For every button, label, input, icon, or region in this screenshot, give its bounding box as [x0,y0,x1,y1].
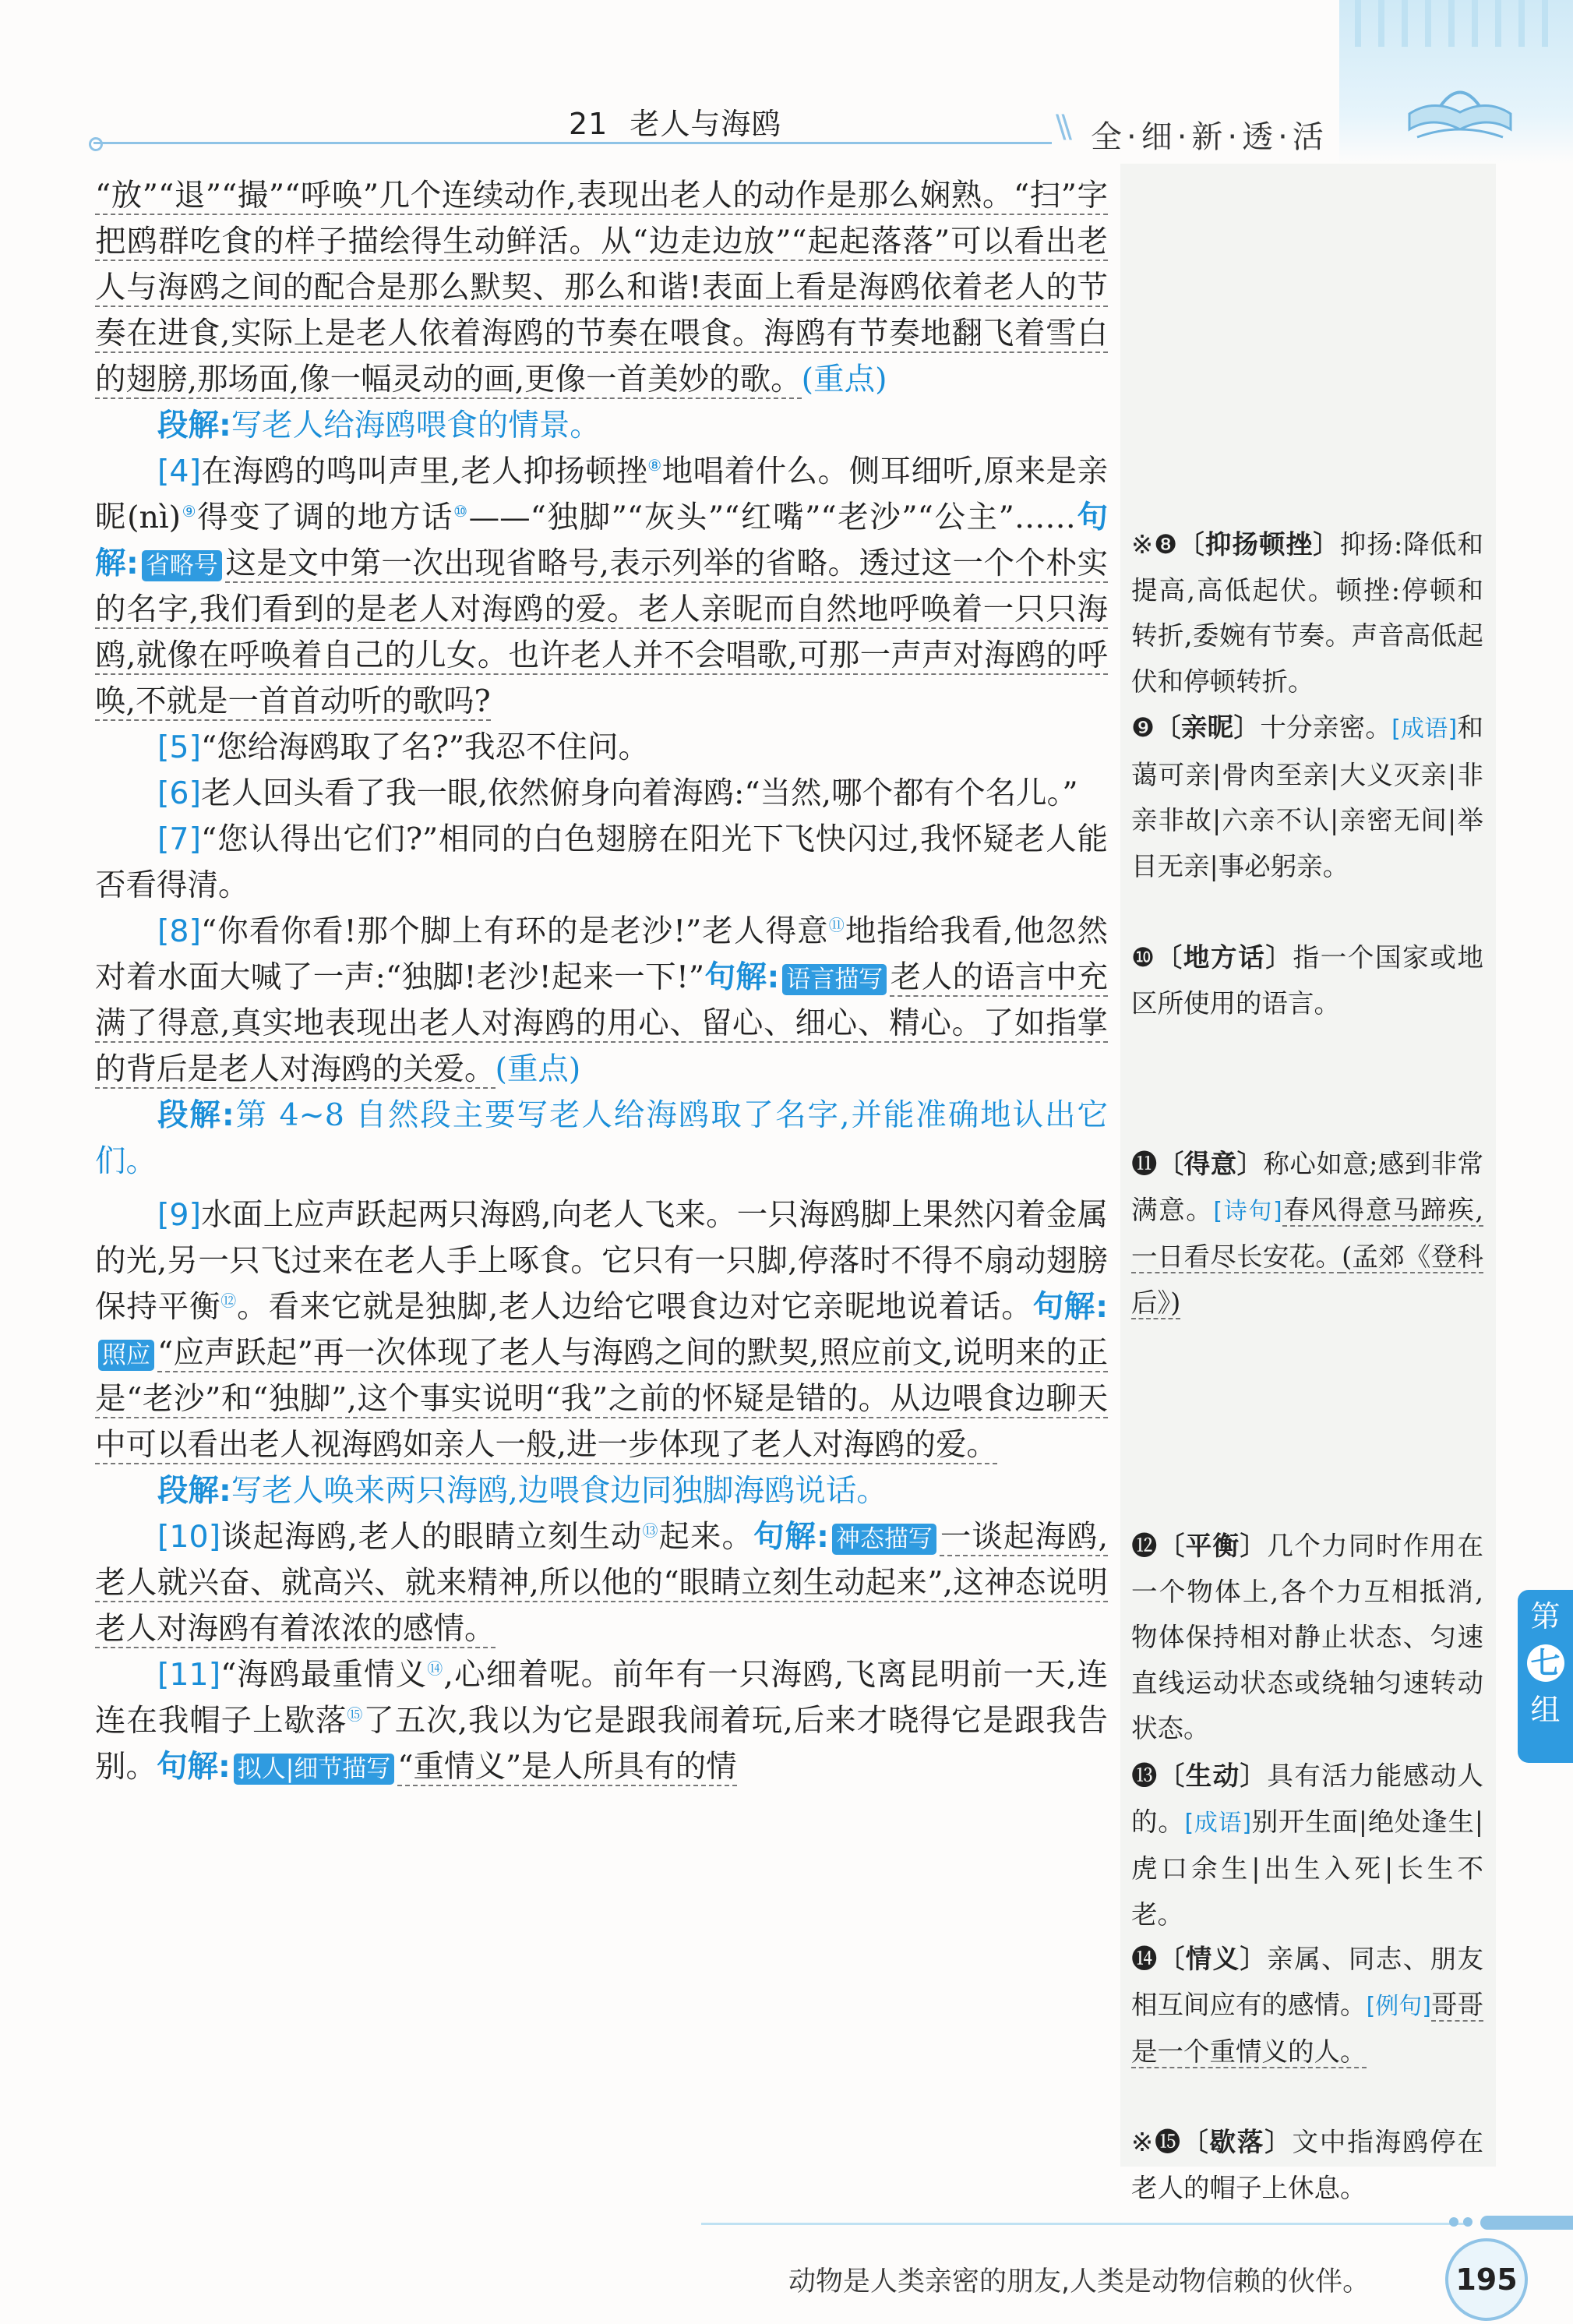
section-summary-3: 段解:写老人唤来两只海鸥,边喂食边同独脚海鸥说话。 [157,1473,887,1509]
note-15: ※⓯〔歇落〕文中指海鸥停在老人的帽子上休息。 [1131,2127,1484,2203]
paragraph-5: [5]“您给海鸥取了名?”我忍不住问。 [157,729,650,765]
sentence-analysis-label: 句解: [95,500,1108,581]
note-10: ❿〔地方话〕指一个国家或地区所使用的语言。 [1131,942,1484,1019]
paragraph-6: [6]老人回头看了我一眼,依然俯身向着海鸥:“当然,哪个都有个名儿。” [157,775,1078,811]
paragraph-4: [4]在海鸥的鸣叫声里,老人抑扬顿挫⑧地唱着什么。侧耳细听,原来是亲昵(nì)⑨得变了调的地方话⑩——“独脚”“灰头”“红嘴”“老沙”“公主”……句解: 省略号 这是文中第一次出现省略号,表示列举的省略。透过这一个个朴实的名字,我们看到的是老人对海鸥的爱。老人亲昵而自然地呼唤着一只只海鸥,就像在呼唤着自己的儿女。也许老人并不会唱歌,可那一声声对海鸥的呼唤,不就是一首首动听的歌吗? [95,454,1109,719]
section-summary-2: 段解:第 4~8 自然段主要写老人给海鸥取了名字,并能准确地认出它们。 [95,1097,1108,1179]
header-rule-dot [89,137,103,151]
technique-tag: 语言描写 [782,964,887,995]
note-8: ※❽〔抑扬顿挫〕抑扬:降低和提高,高低起伏。顿挫:停顿和转折,委婉有节奏。声音高低起伏和停顿转折。 [1131,529,1483,697]
footer-dot [1449,2217,1458,2227]
footer-dot [1463,2217,1472,2227]
note-11: ⓫〔得意〕称心如意;感到非常满意。[诗句]春风得意马蹄疾,一日看尽长安花。(孟郊《登科后》) [1131,1149,1484,1318]
note-14: ⓮〔情义〕亲属、同志、朋友相互间应有的感情。[例句]哥哥是一个重情义的人。 [1131,1944,1484,2067]
note-13: ⓭〔生动〕具有活力能感动人的。[成语]别开生面|绝处逢生|虎口余生|出生入死|长生不老。 [1131,1761,1483,1930]
technique-tag: 拟人|细节描写 [234,1754,394,1785]
lesson-header [569,100,781,143]
lesson-title: 老人与海鸥 [630,107,782,141]
paragraph-11: [11]“海鸥最重情义⑭,心细着呢。前年有一只海鸥,飞离昆明前一天,连连在我帽子上歇落⑮了五次,我以为它是跟我闹着玩,后来才晓得它是跟我告别。句解: 拟人|细节描写 “重情义”是人所具有的情 [95,1657,1109,1785]
key-point-mark: (重点) [801,362,887,397]
footer-rule [701,2223,1465,2225]
footer-quote: 动物是人类亲密的朋友,人类是动物信赖的伙伴。 [788,2266,1370,2298]
header-slashes: \\ [1056,109,1067,145]
technique-tag: 照应 [98,1340,154,1371]
note-9: ❾〔亲昵〕十分亲密。[成语]和蔼可亲|骨肉至亲|大义灭亲|非亲非故|六亲不认|亲密无间|举目无亲|事必躬亲。 [1131,712,1484,881]
paragraph-9: [9]水面上应声跃起两只海鸥,向老人飞来。一只海鸥脚上果然闪着金属的光,另一只飞过来在老人手上啄食。它只有一只脚,停落时不得不扇动翅膀保持平衡⑫。看来它就是独脚,老人边给它喂食边对它亲昵地说着话。句解:照应 “应声跃起”再一次体现了老人与海鸥之间的默契,照应前文,说明来的正是“老沙”和“独脚”,这个事实说明“我”之前的怀疑是错的。从边喂食边聊天中可以看出老人视海鸥如亲人一般,进一步体现了老人对海鸥的爱。 [95,1197,1109,1463]
footer-bar [1480,2216,1573,2230]
paragraph-8: [8]“你看你看!那个脚上有环的是老沙!”老人得意⑪地指给我看,他忽然对着水面大喊了一声:“独脚!老沙!起来一下!”句解: 语言描写 老人的语言中充满了得意,真实地表现出老人对海鸥的用心、留心、细心、精心。了如指掌的背后是老人对海鸥的关爱。(重点) [95,913,1109,1087]
paragraph-number: [4] [157,454,201,489]
page-number: 195 [1445,2238,1528,2321]
paragraph-7: [7]“您认得出它们?”相同的白色翅膀在阳光下飞快闪过,我怀疑老人能否看得清。 [95,821,1108,903]
header-slogan: 全·细·新·透·活 [1091,119,1328,155]
unit-group-tab: 第 七 组 [1518,1590,1573,1763]
note-12: ⓬〔平衡〕几个力同时作用在一个物体上,各个力互相抵消,物体保持相对静止状态、匀速直线运动状态或绕轴匀速转动状态。 [1131,1531,1483,1743]
lesson-number: 21 [569,107,608,141]
book-logo-icon [1402,75,1518,145]
section-summary-1: 段解:写老人给海鸥喂食的情景。 [157,408,601,443]
technique-tag: 省略号 [142,550,222,581]
technique-tag: 神态描写 [832,1524,936,1555]
paragraph-10: [10]谈起海鸥,老人的眼睛立刻生动⑬起来。句解: 神态描写 一谈起海鸥,老人就兴奋、就高兴、就来精神,所以他的“眼睛立刻生动起来”,这神态说明老人对海鸥有着浓浓的感情。 [95,1519,1109,1647]
paragraph-3-continuation: “放”“退”“撮”“呼唤”几个连续动作,表现出老人的动作是那么娴熟。“扫”字把鸥群吃食的样子描绘得生动鲜活。从“边走边放”“起起落落”可以看出老人与海鸥之间的配合是那么默契、那么和谐!表面上看是海鸥依着老人的节奏在进食,实际上是老人依着海鸥的节奏在喂食。海鸥有节奏地翻飞着雪白的翅膀,那场面,像一幅灵动的画,更像一首美妙的歌。(重点) [95,178,1108,397]
main-text-column [95,173,1108,1790]
